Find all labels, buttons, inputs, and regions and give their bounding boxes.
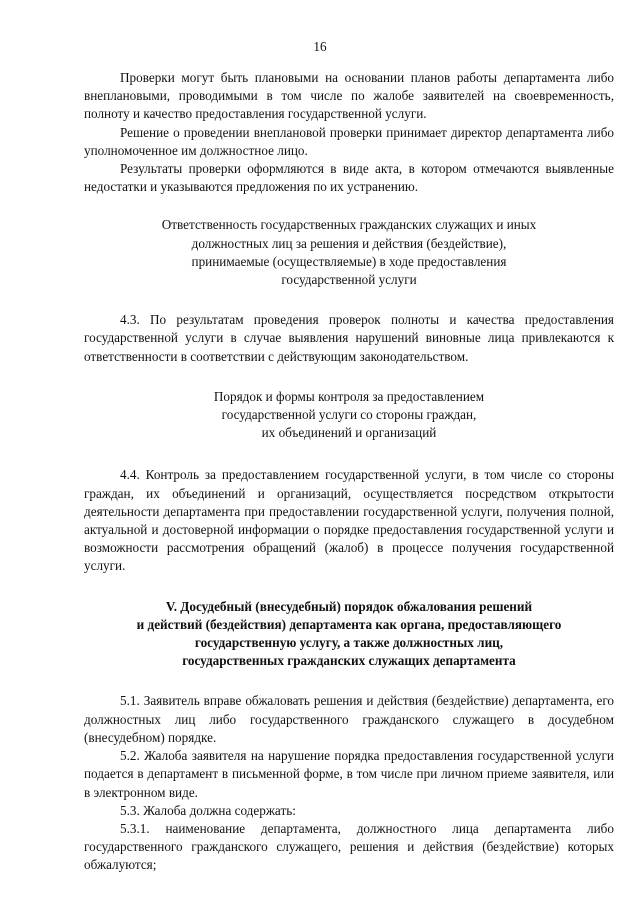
heading-line: их объединений и организаций: [261, 425, 437, 441]
heading-line: и действий (бездействия) департамента как органа, предоставляющего: [136, 616, 562, 632]
paragraph-4-3: 4.3. По результатам проведения проверок полноты и качества предоставления государственной услуги в случае выявления нарушений виновные лица привлекаются к ответственности в соответствии с действующим законодательством.: [84, 312, 614, 364]
section-heading-control: [84, 388, 614, 443]
page-number: 16: [313, 39, 327, 54]
paragraph-5-1: 5.1. Заявитель вправе обжаловать решения и действия (бездействие) департамента, его должностных лиц либо государственного гражданского служащего в досудебном (внесудебном) порядке.: [84, 693, 614, 745]
heading-line: V. Досудебный (внесудебный) порядок обжалования решений: [165, 598, 533, 614]
paragraph: Проверки могут быть плановыми на основании планов работы департамента либо внеплановыми, проводимыми в том числе по жалобе заявителей на своевременность, полноту и качество предоставления государственной услуги.: [84, 70, 614, 122]
paragraph: Решение о проведении внеплановой проверки принимает директор департамента либо уполномоченное им должностное лицо.: [84, 124, 614, 158]
paragraph-5-2: 5.2. Жалоба заявителя на нарушение порядка предоставления государственной услуги подается в департамент в письменной форме, в том числе при личном приеме заявителя, или в электронном виде.: [84, 748, 614, 800]
page-content: [84, 69, 614, 875]
heading-line: принимаемые (осуществляемые) в ходе предоставления: [191, 253, 507, 269]
heading-line: должностных лиц за решения и действия (бездействие),: [191, 235, 507, 251]
heading-line: Ответственность государственных гражданских служащих и иных: [161, 217, 537, 233]
heading-line: государственную услугу, а также должностных лиц,: [194, 635, 504, 651]
heading-line: государственной услуги со стороны граждан,: [221, 407, 477, 423]
section-heading-v: [84, 598, 614, 671]
paragraph-5-3: 5.3. Жалоба должна содержать:: [120, 802, 296, 818]
section-heading-responsibility: [84, 216, 614, 289]
paragraph: Результаты проверки оформляются в виде акта, в котором отмечаются выявленные недостатки и указываются предложения по их устранению.: [84, 161, 614, 195]
paragraph-5-3-1: 5.3.1. наименование департамента, должностного лица департамента либо государственного гражданского служащего, решения и действия (бездействие) которых обжалуются;: [84, 820, 614, 873]
heading-line: государственных гражданских служащих департамента: [182, 653, 516, 669]
heading-line: Порядок и формы контроля за предоставлением: [213, 388, 485, 404]
heading-line: государственной услуги: [281, 272, 417, 288]
paragraph-4-4: 4.4. Контроль за предоставлением государственной услуги, в том числе со стороны граждан, их объединений и организаций, осуществляется посредством открытости деятельности департамента при предоставлении государственной услуги, получения полной, актуальной и достоверной информации о порядке предоставления государственной услуги и возможности рассмотрения обращений (жалоб) в процессе получения государственной услуги.: [84, 467, 614, 574]
